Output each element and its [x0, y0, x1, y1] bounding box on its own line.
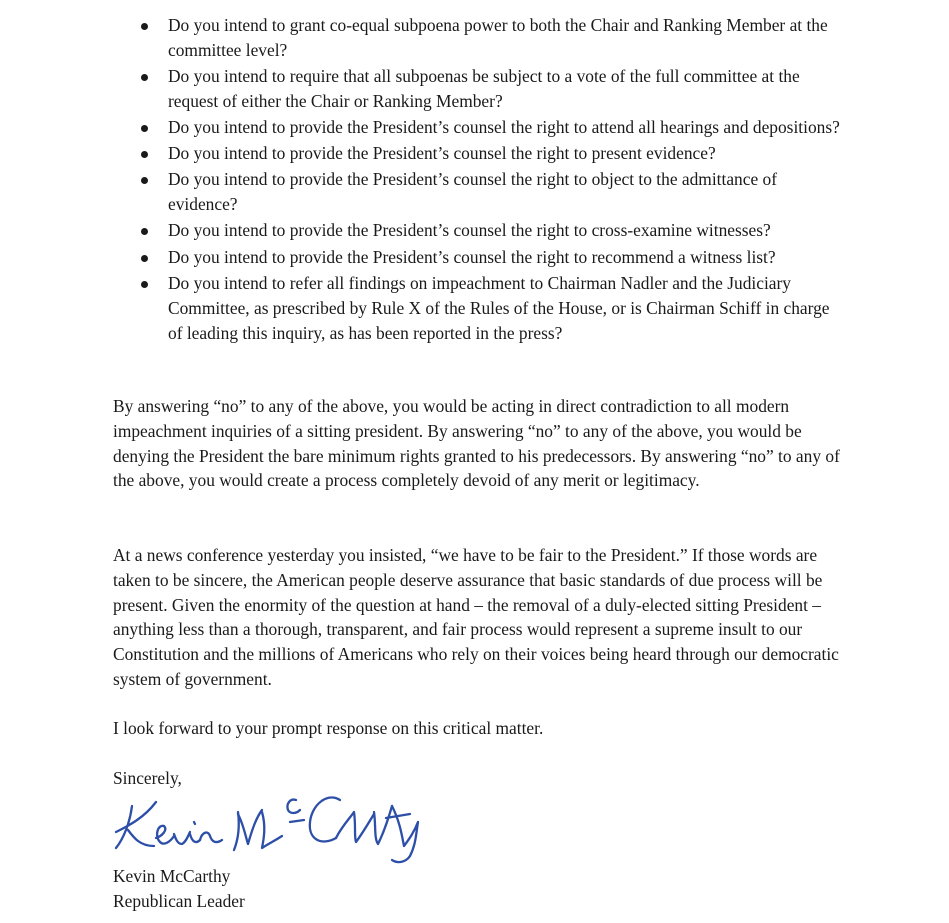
question-text: Do you intend to provide the President’s counsel the right to cross-examine witnesses? — [168, 220, 771, 241]
signer-block — [113, 864, 245, 913]
question-item — [0, 64, 840, 114]
question-item — [0, 271, 840, 346]
question-text: Do you intend to require that all subpoenas be subject to a vote of the full committee at the request of either the Chair or Ranking Member? — [168, 66, 800, 112]
bullet-icon — [141, 125, 148, 132]
bullet-icon — [141, 74, 148, 81]
handwritten-signature — [110, 782, 440, 872]
bullet-icon — [141, 177, 148, 184]
question-list — [0, 13, 949, 347]
question-text: Do you intend to grant co-equal subpoena power to both the Chair and Ranking Member at the committee level? — [168, 15, 828, 60]
question-item — [0, 245, 840, 270]
question-text: Do you intend to refer all findings on impeachment to Chairman Nadler and the Judiciary Committee, as prescribed by Rule X of the Rules of the House, or is Chairman Schiff in charge of leading this inquiry, as has been reported in the press? — [168, 272, 830, 343]
question-item — [0, 218, 840, 243]
bullet-icon — [141, 151, 148, 158]
question-item — [0, 13, 840, 63]
paragraph-consequences: By answering “no” to any of the above, you would be acting in direct contradiction to all modern impeachment inquiries of a sitting president. By answering “no” to any of the above, you would be denying the President the bare minimum rights granted to his predecessors. By answering “no” to any of the above, you would create a process completely devoid of any merit or legitimacy. — [113, 396, 840, 491]
paragraph-fairness: At a news conference yesterday you insisted, “we have to be fair to the President.” If those words are taken to be sincere, the American people deserve assurance that basic standards of due process will be present. Given the enormity of the question at hand – the removal of a duly-elected sitting President – anything less than a thorough, transparent, and fair process would represent a supreme insult to our Constitution and the millions of Americans who rely on their voices being heard through our democratic system of government. — [113, 545, 839, 689]
closing-salutation: Sincerely, — [113, 768, 182, 788]
question-text: Do you intend to provide the President’s counsel the right to recommend a witness list? — [168, 246, 776, 267]
bullet-icon — [141, 228, 148, 235]
question-item — [0, 141, 840, 166]
bullet-icon — [141, 23, 148, 30]
question-text: Do you intend to provide the President’s counsel the right to present evidence? — [168, 143, 716, 164]
question-item — [0, 115, 840, 140]
paragraph-request: I look forward to your prompt response on this critical matter. — [113, 718, 544, 738]
question-text: Do you intend to provide the President’s counsel the right to object to the admittance of evidence? — [168, 169, 778, 215]
bullet-icon — [141, 255, 148, 262]
question-text: Do you intend to provide the President’s counsel the right to attend all hearings and depositions? — [168, 117, 840, 138]
signer-title: Republican Leader — [113, 890, 245, 911]
signer-name: Kevin McCarthy — [113, 866, 231, 886]
bullet-icon — [141, 281, 148, 288]
question-item — [0, 167, 840, 217]
